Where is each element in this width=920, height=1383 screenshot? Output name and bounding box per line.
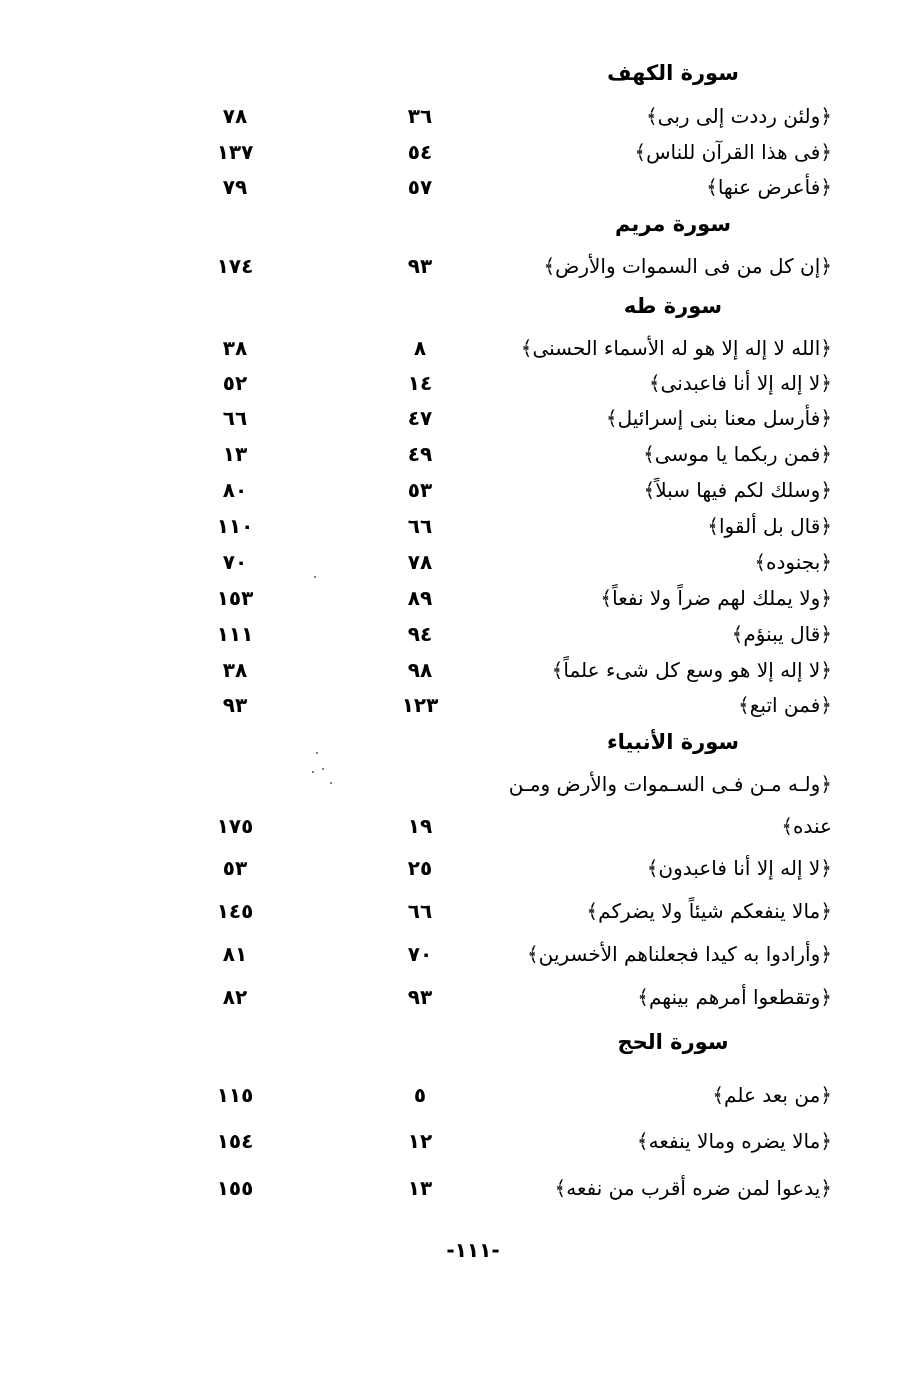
page-reference: ١٧٤ — [216, 254, 254, 278]
page-reference: ١٣٧ — [216, 140, 254, 164]
ayah-number: ٥٧ — [407, 175, 433, 199]
ayah-number: ٥ — [413, 1083, 427, 1107]
ayah-number: ٤٩ — [407, 442, 433, 466]
page-reference: ٣٨ — [222, 658, 248, 682]
ayah-number: ١٢ — [407, 1129, 433, 1153]
page-reference: ٨٠ — [222, 478, 248, 502]
ayah-number: ٧٠ — [407, 942, 433, 966]
verse-text: ﴿من بعد علم﴾ — [712, 1083, 832, 1107]
ayah-number: ٧٨ — [407, 550, 433, 574]
ayah-number: ١٩ — [407, 814, 433, 838]
verse-text: ﴿قال يبنؤم﴾ — [731, 622, 832, 646]
verse-text: ﴿لا إله إلا أنا فاعبدنى﴾ — [648, 371, 832, 395]
verse-text: ﴿فمن اتبع﴾ — [738, 693, 832, 717]
page-reference: ٨١ — [222, 942, 248, 966]
page-reference: ١١٠ — [216, 514, 254, 538]
page-reference: ٥٢ — [222, 371, 248, 395]
verse-text: ﴿ولا يملك لهم ضراً ولا نفعاً﴾ — [600, 586, 832, 610]
surah-heading-hajj: سورة الحج — [617, 1030, 729, 1054]
page-reference: ١٧٥ — [216, 814, 254, 838]
page-reference: ١٥٥ — [216, 1176, 254, 1200]
page-reference: ١٤٥ — [216, 899, 254, 923]
ayah-number: ٣٦ — [407, 104, 433, 128]
verse-text: ﴿لا إله إلا هو وسع كل شىء علماً﴾ — [551, 658, 832, 682]
surah-heading-taha: سورة طه — [623, 294, 723, 318]
scan-speck — [316, 752, 318, 754]
page-number: -١١١- — [446, 1238, 500, 1262]
page-reference: ٨٢ — [222, 985, 248, 1009]
page-reference: ١٣ — [222, 442, 248, 466]
page-reference: ٩٣ — [222, 693, 248, 717]
ayah-number: ٤٧ — [407, 406, 433, 430]
verse-text: ﴿فأعرض عنها﴾ — [706, 175, 832, 199]
surah-heading-maryam: سورة مريم — [614, 212, 732, 236]
verse-text: ﴿وأرادوا به كيدا فجعلناهم الأخسرين﴾ — [526, 942, 832, 966]
verse-text: ﴿وسلك لكم فيها سبلاً﴾ — [643, 478, 832, 502]
ayah-number: ٦٦ — [407, 899, 433, 923]
verse-text: ﴿مالا يضره ومالا ينفعه﴾ — [636, 1129, 832, 1153]
scan-speck — [322, 768, 324, 770]
verse-text: ﴿فمن ربكما يا موسى﴾ — [643, 442, 832, 466]
page-reference: ٧٨ — [222, 104, 248, 128]
ayah-number: ٨٩ — [407, 586, 433, 610]
page-reference: ٥٣ — [222, 856, 248, 880]
verse-text: ﴿بجنوده﴾ — [754, 550, 832, 574]
ayah-number: ٥٤ — [407, 140, 433, 164]
ayah-number: ٥٣ — [407, 478, 433, 502]
surah-heading-kahf: سورة الكهف — [607, 61, 739, 85]
ayah-number: ٩٣ — [407, 985, 433, 1009]
ayah-number: ١٤ — [407, 371, 433, 395]
verse-text: ﴿لا إله إلا أنا فاعبدون﴾ — [646, 856, 832, 880]
verse-text: ﴿إن كل من فى السموات والأرض﴾ — [543, 254, 832, 278]
page-reference: ٧٩ — [222, 175, 248, 199]
verse-text: ﴿قال بل ألقوا﴾ — [707, 514, 832, 538]
page-reference: ١٥٣ — [216, 586, 254, 610]
verse-text: ﴿يدعوا لمن ضره أقرب من نفعه﴾ — [554, 1176, 832, 1200]
verse-text: ﴿فأرسل معنا بنى إسرائيل﴾ — [605, 406, 832, 430]
page-reference: ١١٥ — [216, 1083, 254, 1107]
ayah-number: ٩٤ — [407, 622, 433, 646]
page-reference: ٦٦ — [222, 406, 248, 430]
ayah-number: ٩٨ — [407, 658, 433, 682]
surah-heading-anbiya: سورة الأنبياء — [606, 730, 740, 754]
verse-text: عنده﴾ — [781, 814, 832, 838]
page-reference: ١١١ — [216, 622, 254, 646]
scan-speck — [314, 576, 316, 578]
verse-text: ﴿ولئن رددت إلى ربى﴾ — [645, 104, 832, 128]
ayah-number: ٨ — [413, 336, 427, 360]
page-reference: ٧٠ — [222, 550, 248, 574]
verse-text: ﴿وتقطعوا أمرهم بينهم﴾ — [637, 985, 832, 1009]
page-reference: ١٥٤ — [216, 1129, 254, 1153]
ayah-number: ٢٥ — [407, 856, 433, 880]
verse-text: ﴿مالا ينفعكم شيئاً ولا يضركم﴾ — [586, 899, 832, 923]
verse-text: ﴿فى هذا القرآن للناس﴾ — [634, 140, 832, 164]
page-reference: ٣٨ — [222, 336, 248, 360]
verse-text-line1: ﴿ولـه مـن فـى السـموات والأرض ومـن — [508, 772, 832, 796]
scan-speck — [312, 771, 314, 773]
verse-text: ﴿الله لا إله إلا هو له الأسماء الحسنى﴾ — [520, 336, 832, 360]
ayah-number: ٩٣ — [407, 254, 433, 278]
ayah-number: ٦٦ — [407, 514, 433, 538]
scan-speck — [330, 782, 332, 784]
ayah-number: ١٣ — [407, 1176, 433, 1200]
ayah-number: ١٢٣ — [401, 693, 439, 717]
